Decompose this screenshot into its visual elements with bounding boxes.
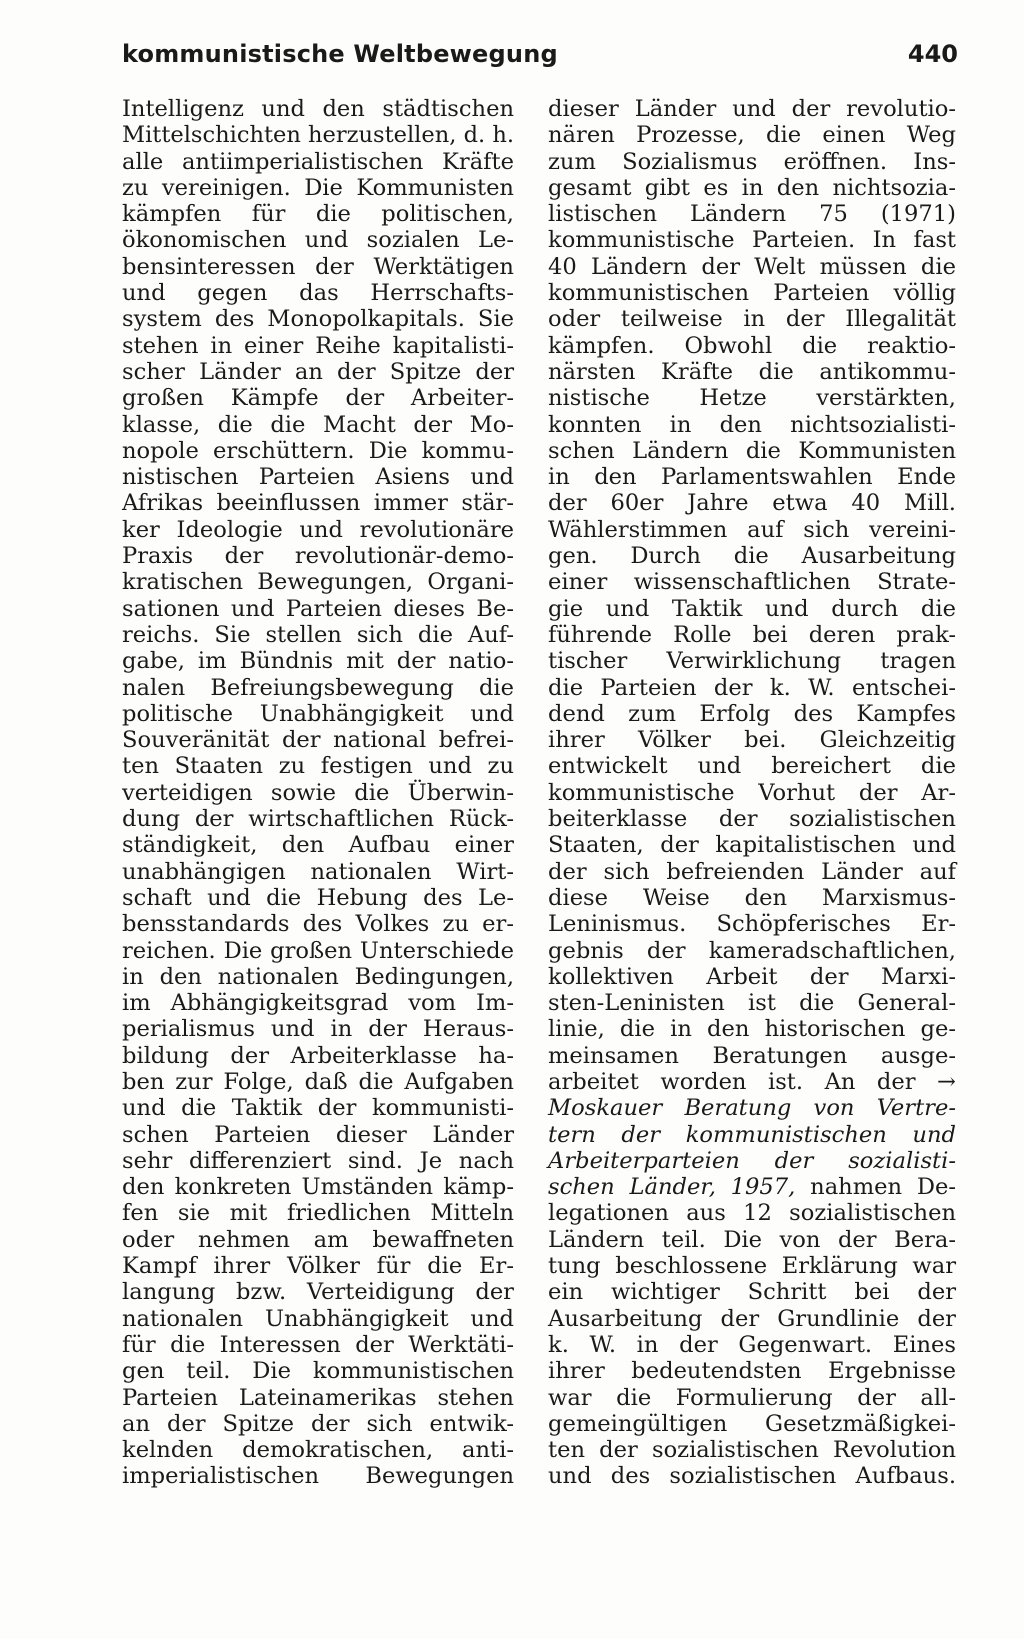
text-line-italic: Moskauer Beratung von Vertre- — [548, 1095, 956, 1122]
text-line: listischen Ländern 75 (1971) — [548, 201, 956, 228]
text-line: sehr differenziert sind. Je nach — [122, 1147, 514, 1174]
text-line: alle antiimperialistischen Kräfte — [122, 148, 514, 175]
text-line: dung der wirtschaftlichen Rück- — [122, 806, 514, 833]
left-text-column — [122, 96, 514, 1490]
text-line: kämpfen für die politischen, — [122, 201, 514, 228]
text-line: in den Parlamentswahlen Ende — [548, 464, 956, 491]
text-line: klasse, die die Macht der Mo- — [122, 411, 514, 438]
text-line: nationalen Unabhängigkeit und — [122, 1305, 514, 1332]
text-line: legationen aus 12 sozialistischen — [548, 1200, 956, 1227]
text-line: ten Staaten zu festigen und zu — [122, 753, 514, 780]
text-line: unabhängigen nationalen Wirt- — [122, 858, 514, 885]
text-line: kommunistischen Parteien völlig — [548, 280, 956, 307]
text-line: nistische Hetze verstärkten, — [548, 385, 956, 412]
text-line: entwickelt und bereichert die — [548, 753, 956, 780]
text-line: reichen. Die großen Unterschiede — [122, 937, 514, 964]
text-line: an der Spitze der sich entwik- — [122, 1410, 514, 1437]
text-line: gabe, im Bündnis mit der natio- — [122, 648, 514, 675]
running-header — [122, 40, 958, 76]
text-line: ben zur Folge, daß die Aufgaben — [122, 1068, 514, 1095]
text-line: Ländern teil. Die von der Bera- — [548, 1226, 956, 1253]
text-line: Ausarbeitung der Grundlinie der — [548, 1305, 956, 1332]
text-line: führende Rolle bei deren prak- — [548, 621, 956, 648]
text-line: Intelligenz und den städtischen — [122, 96, 514, 122]
text-line: kratischen Bewegungen, Organi- — [122, 569, 514, 596]
text-line: verteidigen sowie die Überwin- — [122, 779, 514, 806]
text-line: gemeingültigen Gesetzmäßigkei- — [548, 1410, 956, 1437]
text-line: beiterklasse der sozialistischen — [548, 806, 956, 833]
text-line: linie, die in den historischen ge- — [548, 1016, 956, 1043]
text-line: ten der sozialistischen Revolution — [548, 1437, 956, 1464]
text-line: bensstandards des Volkes zu er- — [122, 911, 514, 938]
text-line: einer wissenschaftlichen Strate- — [548, 569, 956, 596]
text-line: stehen in einer Reihe kapitalisti- — [122, 332, 514, 359]
text-line: oder teilweise in der Illegalität — [548, 306, 956, 333]
text-line: nären Prozesse, die einen Weg — [548, 122, 956, 149]
text-line: k. W. in der Gegenwart. Eines — [548, 1331, 956, 1358]
text-line: zum Sozialismus eröffnen. Ins- — [548, 148, 956, 175]
text-line: gen. Durch die Ausarbeitung — [548, 543, 956, 570]
citation-title-end: schen Länder, 1957, — [548, 1174, 796, 1201]
text-line: schen Ländern die Kommunisten — [548, 437, 956, 464]
text-line: ihrer bedeutendsten Ergebnisse — [548, 1358, 956, 1385]
text-line: schen Parteien dieser Länder — [122, 1121, 514, 1148]
text-line: scher Länder an der Spitze der — [122, 358, 514, 385]
text-line: Praxis der revolutionär-demo- — [122, 543, 514, 570]
text-line: politische Unabhängigkeit und — [122, 700, 514, 727]
text-line: dend zum Erfolg des Kampfes — [548, 700, 956, 727]
text-line: perialismus und in der Heraus- — [122, 1016, 514, 1043]
text-line: gen teil. Die kommunistischen — [122, 1358, 514, 1385]
text-line: system des Monopolkapitals. Sie — [122, 306, 514, 333]
text-line: und die Taktik der kommunisti- — [122, 1095, 514, 1122]
text-line: und des sozialistischen Aufbaus. — [548, 1463, 956, 1490]
text-line: gie und Taktik und durch die — [548, 595, 956, 622]
text-line: tischer Verwirklichung tragen — [548, 648, 956, 675]
text-line-italic: tern der kommunistischen und — [548, 1121, 956, 1148]
text-line: kommunistische Parteien. In fast — [548, 227, 956, 254]
text-line: konnten in den nichtsozialisti- — [548, 411, 956, 438]
text-line: ihrer Völker bei. Gleichzeitig — [548, 727, 956, 754]
text-line: ein wichtiger Schritt bei der — [548, 1279, 956, 1306]
text-line: arbeitet worden ist. An der → — [548, 1068, 956, 1095]
text-line: der sich befreienden Länder auf — [548, 858, 956, 885]
text-line: kommunistische Vorhut der Ar- — [548, 779, 956, 806]
text-line: der 60er Jahre etwa 40 Mill. — [548, 490, 956, 517]
page-number: 440 — [907, 40, 958, 68]
text-line: und gegen das Herrschafts- — [122, 280, 514, 307]
text-line: gesamt gibt es in den nichtsozia- — [548, 174, 956, 201]
text-line: schaft und die Hebung des Le- — [122, 884, 514, 911]
text-line-mixed — [548, 1174, 956, 1200]
text-line: war die Formulierung der all- — [548, 1384, 956, 1411]
text-line: nistischen Parteien Asiens und — [122, 464, 514, 491]
text-line: kämpfen. Obwohl die reaktio- — [548, 332, 956, 359]
text-line: reichs. Sie stellen sich die Auf- — [122, 621, 514, 648]
text-line: nalen Befreiungsbewegung die — [122, 674, 514, 701]
text-line: 40 Ländern der Welt müssen die — [548, 253, 956, 280]
text-line: tung beschlossene Erklärung war — [548, 1253, 956, 1280]
text-line: imperialistischen Bewegungen — [122, 1463, 514, 1490]
text-line: dieser Länder und der revolutio- — [548, 96, 956, 122]
text-line: närsten Kräfte die antikommu- — [548, 358, 956, 385]
text-line: Kampf ihrer Völker für die Er- — [122, 1253, 514, 1280]
text-line: für die Interessen der Werktäti- — [122, 1331, 514, 1358]
text-line: bildung der Arbeiterklasse ha- — [122, 1042, 514, 1069]
text-line: gebnis der kameradschaftlichen, — [548, 937, 956, 964]
text-line: den konkreten Umständen kämp- — [122, 1174, 514, 1201]
text-line: nopole erschüttern. Die kommu- — [122, 437, 514, 464]
text-line: sationen und Parteien dieses Be- — [122, 595, 514, 622]
text-line: die Parteien der k. W. entschei- — [548, 674, 956, 701]
text-line: sten-Leninisten ist die General- — [548, 990, 956, 1017]
text-line: in den nationalen Bedingungen, — [122, 963, 514, 990]
text-line: oder nehmen am bewaffneten — [122, 1226, 514, 1253]
text-line: kollektiven Arbeit der Marxi- — [548, 963, 956, 990]
text-line: diese Weise den Marxismus- — [548, 884, 956, 911]
text-line: Afrikas beeinflussen immer stär- — [122, 490, 514, 517]
text-line: im Abhängigkeitsgrad vom Im- — [122, 990, 514, 1017]
text-line: fen sie mit friedlichen Mitteln — [122, 1200, 514, 1227]
text-line: ökonomischen und sozialen Le- — [122, 227, 514, 254]
text-line: meinsamen Beratungen ausge- — [548, 1042, 956, 1069]
text-line: langung bzw. Verteidigung der — [122, 1279, 514, 1306]
text-line: Mittelschichten herzustellen, d. h. — [122, 122, 514, 149]
right-text-column — [548, 96, 956, 1490]
text-line: Souveränität der national befrei- — [122, 727, 514, 754]
text-line-italic: Arbeiterparteien der sozialisti- — [548, 1147, 956, 1174]
text-fragment: nahmen De- — [810, 1174, 956, 1201]
header-title: kommunistische Weltbewegung — [122, 40, 558, 68]
text-line: Wählerstimmen auf sich vereini- — [548, 516, 956, 543]
text-line: Leninismus. Schöpferisches Er- — [548, 911, 956, 938]
text-line: bensinteressen der Werktätigen — [122, 253, 514, 280]
text-line: ständigkeit, den Aufbau einer — [122, 832, 514, 859]
text-line: zu vereinigen. Die Kommunisten — [122, 174, 514, 201]
text-line: kelnden demokratischen, anti- — [122, 1437, 514, 1464]
text-line: Parteien Lateinamerikas stehen — [122, 1384, 514, 1411]
text-line: Staaten, der kapitalistischen und — [548, 832, 956, 859]
text-line: großen Kämpfe der Arbeiter- — [122, 385, 514, 412]
text-line: ker Ideologie und revolutionäre — [122, 516, 514, 543]
